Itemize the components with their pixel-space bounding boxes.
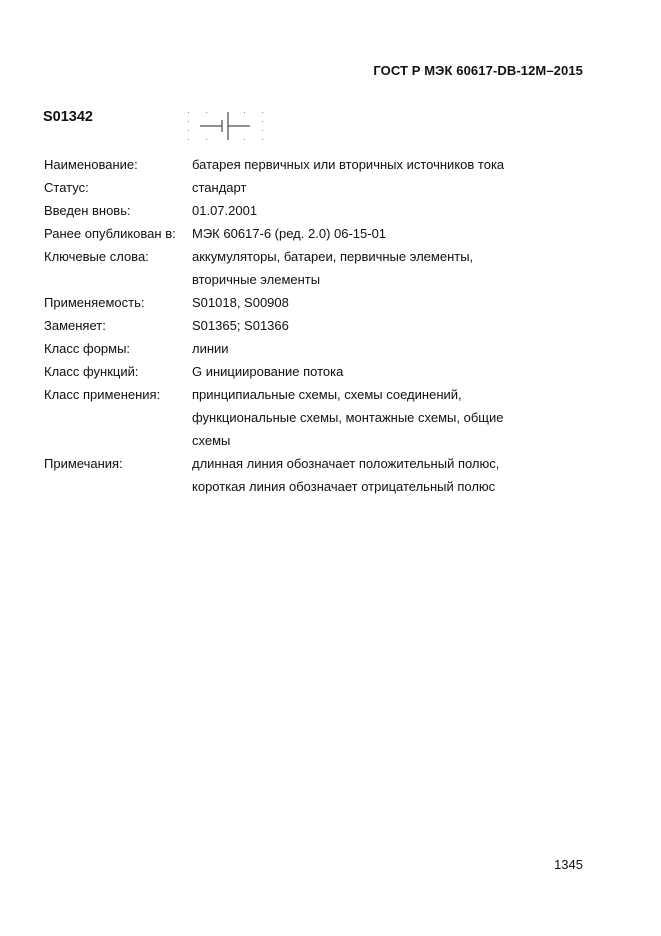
document-standard-header: ГОСТ Р МЭК 60617-DB-12M–2015 xyxy=(373,63,583,78)
attribute-value: линии xyxy=(192,341,229,356)
attribute-value: аккумуляторы, батареи, первичные элементы, вторичные элементы xyxy=(192,249,474,287)
page-number: 1345 xyxy=(554,857,583,872)
attribute-row-keywords xyxy=(44,245,584,291)
attribute-label: Ранее опубликован в: xyxy=(44,226,176,241)
attribute-value: МЭК 60617-6 (ред. 2.0) 06-15-01 xyxy=(192,226,387,241)
attribute-label: Примечания: xyxy=(44,456,123,471)
attribute-label: Заменяет: xyxy=(44,318,106,333)
attribute-label: Класс применения: xyxy=(44,387,161,402)
attribute-row-status xyxy=(44,176,584,199)
attribute-label: Ключевые слова: xyxy=(44,249,149,264)
attribute-row-function-class xyxy=(44,360,584,383)
attribute-row-previously-published xyxy=(44,222,584,245)
attribute-value: принципиальные схемы, схемы соединений, функциональные схемы, монтажные схемы, общие схемы xyxy=(192,387,504,448)
attribute-row-applicability xyxy=(44,291,584,314)
attribute-row-replaces xyxy=(44,314,584,337)
attribute-row-application-class xyxy=(44,383,584,452)
attribute-label: Класс формы: xyxy=(44,341,131,356)
attribute-label: Применяемость: xyxy=(44,295,145,310)
attribute-label: Статус: xyxy=(44,180,89,195)
attribute-label: Введен вновь: xyxy=(44,203,131,218)
attribute-label: Наименование: xyxy=(44,157,138,172)
attribute-value: длинная линия обозначает положительный полюс, короткая линия обозначает отрицательный полюс xyxy=(192,456,500,494)
attribute-value: G инициирование потока xyxy=(192,364,344,379)
attribute-row-form-class xyxy=(44,337,584,360)
attribute-row-name xyxy=(44,153,584,176)
symbol-code: S01342 xyxy=(43,109,93,125)
attribute-value: стандарт xyxy=(192,180,247,195)
attribute-label: Класс функций: xyxy=(44,364,139,379)
attribute-value: 01.07.2001 xyxy=(192,203,258,218)
attribute-value: S01018, S00908 xyxy=(192,295,289,310)
attribute-row-introduced xyxy=(44,199,584,222)
symbol-attributes-table xyxy=(44,153,584,498)
attribute-row-notes xyxy=(44,452,584,498)
battery-symbol-icon xyxy=(186,109,266,154)
attribute-value: батарея первичных или вторичных источников тока xyxy=(192,157,505,172)
attribute-value: S01365; S01366 xyxy=(192,318,289,333)
